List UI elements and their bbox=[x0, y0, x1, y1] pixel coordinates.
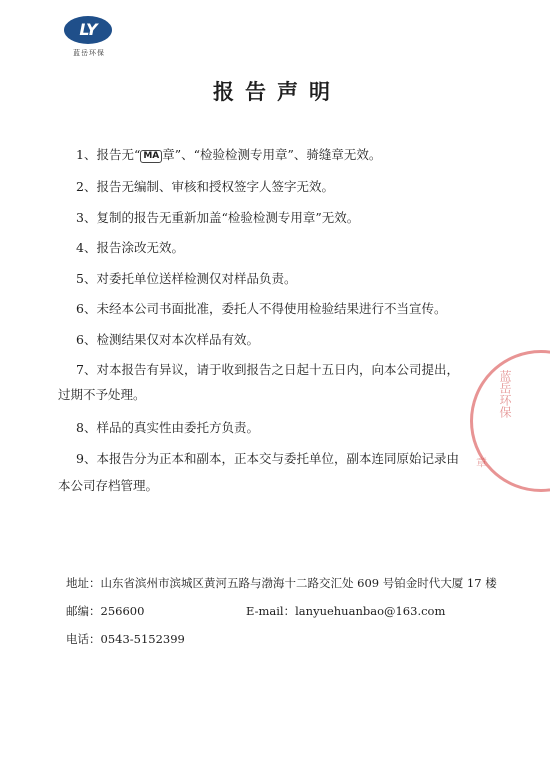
item-1-text-before: 1、报告无“ bbox=[76, 147, 141, 162]
statement-item-3: 3、复制的报告无重新加盖“检验检测专用章”无效。 bbox=[76, 210, 360, 225]
company-seal-stamp bbox=[466, 344, 550, 494]
company-logo bbox=[58, 14, 120, 64]
phone-value: 0543-5152399 bbox=[100, 632, 185, 646]
statement-item-7: 7、对本报告有异议，请于收到报告之日起十五日内，向本公司提出， bbox=[76, 362, 459, 377]
address-label: 地址： bbox=[66, 576, 101, 590]
statement-item-5: 5、对委托单位送样检测仅对样品负责。 bbox=[76, 271, 297, 286]
phone-label: 电话： bbox=[66, 632, 101, 646]
statement-item-4: 4、报告涂改无效。 bbox=[76, 240, 184, 255]
statement-item-7-continuation: 过期不予处理。 bbox=[58, 387, 146, 402]
postcode-value: 256600 bbox=[100, 604, 145, 618]
logo-caption: 蓝岳环保 bbox=[73, 49, 105, 57]
postcode-label: 邮编： bbox=[66, 604, 101, 618]
statement-item-9: 9、本报告分为正本和副本，正本交与委托单位，副本连同原始记录由 bbox=[76, 451, 459, 466]
seal-text-2: 章 bbox=[476, 456, 487, 469]
footer-postcode bbox=[66, 603, 144, 619]
statement-item-6b: 6、检测结果仅对本次样品有效。 bbox=[76, 332, 259, 347]
seal-text: 蓝岳环保 bbox=[498, 370, 512, 418]
statement-item-1 bbox=[76, 147, 381, 163]
statement-item-8: 8、样品的真实性由委托方负责。 bbox=[76, 420, 259, 435]
statement-item-9-continuation: 本公司存档管理。 bbox=[58, 478, 159, 493]
logo-letters: LY bbox=[79, 20, 97, 39]
ma-badge: MA bbox=[140, 150, 162, 163]
statement-item-6: 6、未经本公司书面批准，委托人不得使用检验结果进行不当宣传。 bbox=[76, 301, 447, 316]
footer-address bbox=[66, 575, 497, 591]
footer-phone bbox=[66, 631, 185, 647]
statement-item-2: 2、报告无编制、审核和授权签字人签字无效。 bbox=[76, 179, 334, 194]
footer-email bbox=[246, 603, 445, 619]
address-value: 山东省滨州市滨城区黄河五路与渤海十二路交汇处 609 号铂金时代大厦 17 楼 bbox=[100, 576, 497, 590]
email-label: E-mail： bbox=[246, 604, 296, 618]
item-1-text-after: 章”、“检验检测专用章”、骑缝章无效。 bbox=[162, 147, 382, 162]
page-title: 报告声明 bbox=[213, 80, 341, 104]
email-value: lanyuehuanbao@163.com bbox=[295, 604, 446, 618]
